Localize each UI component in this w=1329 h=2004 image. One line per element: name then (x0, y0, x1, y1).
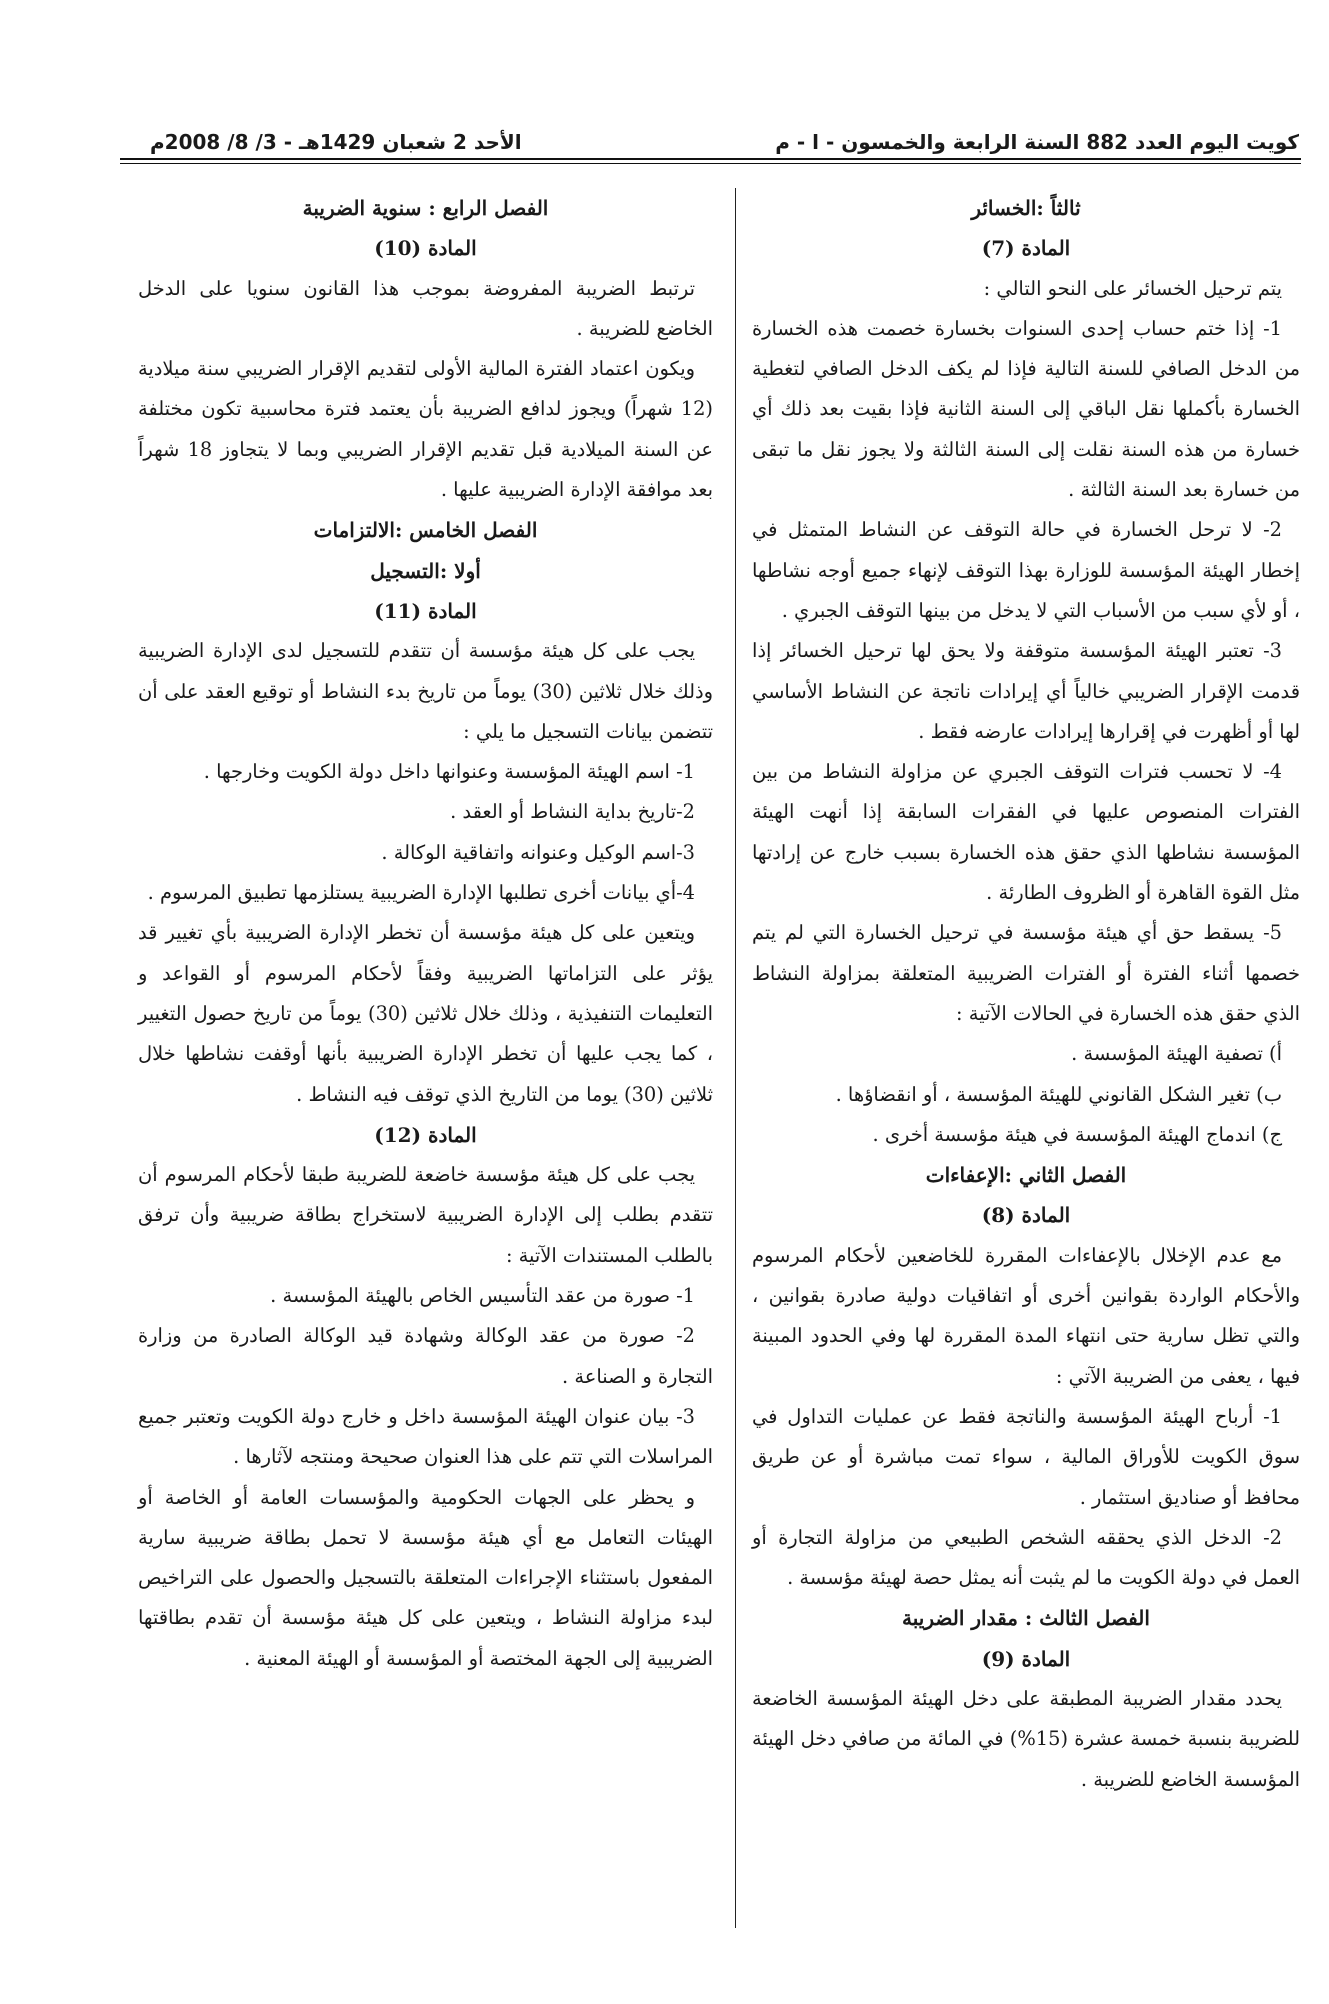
paragraph: 3-اسم الوكيل وعنوانه واتفاقية الوكالة . (381, 840, 695, 864)
section-heading: الفصل الرابع : سنوية الضريبة (302, 196, 549, 220)
paragraph: ب) تغير الشكل القانوني للهيئة المؤسسة ، أو انقضاؤها . (835, 1082, 1282, 1106)
paragraph: 4- لا تحسب فترات التوقف الجبري عن مزاولة النشاط من بين الفترات المنصوص عليها في الفقرات السابقة إذا أنهت الهيئة المؤسسة نشاطها الذي حقق هذه الخسارة بسبب خارج عن إرادتها مثل القوة القاهرة أو الظروف الطارئة . (752, 760, 1300, 905)
paragraph: يجب على كل هيئة مؤسسة أن تتقدم للتسجيل لدى الإدارة الضريبية وذلك خلال ثلاثين (30) يوماً من تاريخ بدء النشاط أو توقيع العقد على أن تتضمن بيانات التسجيل ما يلي : (138, 639, 713, 743)
paragraph: يجب على كل هيئة مؤسسة خاضعة للضريبة طبقا لأحكام المرسوم أن تتقدم بطلب إلى الإدارة الضريبية لاستخراج بطاقة ضريبية وأن ترفق بالطلب المستندات الآتية : (138, 1163, 713, 1267)
paragraph: 4-أي بيانات أخرى تطلبها الإدارة الضريبية يستلزمها تطبيق المرسوم . (147, 881, 695, 905)
left-column (138, 188, 713, 1679)
paragraph: ترتبط الضريبة المفروضة بموجب هذا القانون سنويا على الدخل الخاضع للضريبة . (138, 276, 713, 340)
paragraph: 1- اسم الهيئة المؤسسة وعنوانها داخل دولة الكويت وخارجها . (203, 760, 695, 784)
paragraph: و يحظر على الجهات الحكومية والمؤسسات العامة أو الخاصة أو الهيئات التعامل مع أي هيئة مؤسسة لا تحمل بطاقة ضريبية سارية المفعول باستثناء الإجراءات المتعلقة بالتسجيل والحصول على التراخيص لبدء مزاولة النشاط ، ويتعين على كل هيئة مؤسسة أن تقدم بطاقتها الضريبية إلى الجهة المختصة أو المؤسسة أو الهيئة المعنية . (138, 1485, 713, 1670)
paragraph: 5- يسقط حق أي هيئة مؤسسة في ترحيل الخسارة التي لم يتم خصمها أثناء الفترة أو الفترات الضريبية المتعلقة بمزاولة النشاط الذي حقق هذه الخسارة في الحالات الآتية : (752, 921, 1300, 1025)
section-heading: أولا :التسجيل (370, 558, 481, 583)
header-issue-info: كويت اليوم العدد 882 السنة الرابعة والخمسون - ا - م (775, 130, 1299, 154)
section-heading: الفصل الخامس :الالتزامات (313, 518, 538, 543)
paragraph: يحدد مقدار الضريبة المطبقة على دخل الهيئة المؤسسة الخاضعة للضريبة بنسبة خمسة عشرة (15%) في المائة من صافي دخل الهيئة المؤسسة الخاضع للضريبة . (752, 1686, 1300, 1791)
right-column (752, 188, 1300, 1800)
section-heading: المادة (12) (374, 1122, 477, 1147)
header-rule (120, 158, 1301, 160)
section-heading: الفصل الثاني :الإعفاءات (925, 1163, 1127, 1188)
header-date: الأحد 2 شعبان 1429هـ - 3/ 8/ 2008م (150, 130, 522, 154)
paragraph: 1- أرباح الهيئة المؤسسة والناتجة فقط عن عمليات التداول في سوق الكويت للأوراق المالية ، سواء تمت مباشرة أو عن طريق محافظ أو صناديق استثمار . (752, 1404, 1300, 1509)
paragraph: 2- لا ترحل الخسارة في حالة التوقف عن النشاط المتمثل في إخطار الهيئة المؤسسة للوزارة بهذا التوقف لإنهاء جميع أوجه نشاطها ، أو لأي سبب من الأسباب التي لا يدخل من بينها التوقف الجبري . (752, 518, 1300, 622)
paragraph: يتم ترحيل الخسائر على النحو التالي : (983, 276, 1282, 300)
paragraph: 2- الدخل الذي يحققه الشخص الطبيعي من مزاولة التجارة أو العمل في دولة الكويت ما لم يثبت أنه يمثل حصة لهيئة مؤسسة . (752, 1525, 1300, 1590)
section-heading: الفصل الثالث : مقدار الضريبة (902, 1606, 1150, 1631)
paragraph: مع عدم الإخلال بالإعفاءات المقررة للخاضعين لأحكام المرسوم والأحكام الواردة بقوانين أخرى أو اتفاقيات دولية صادرة بقوانين ، والتي تظل سارية حتى انتهاء المدة المقررة لها وفي الحدود المبينة فيها ، يعفى من الضريبة الآتي : (752, 1243, 1300, 1388)
header-rule-thin (120, 163, 1301, 164)
paragraph: 3- بيان عنوان الهيئة المؤسسة داخل و خارج دولة الكويت وتعتبر جميع المراسلات التي تتم على هذا العنوان صحيحة ومنتجه لآثارها . (138, 1404, 713, 1469)
page-header (150, 108, 1299, 154)
section-heading: المادة (7) (981, 236, 1071, 261)
paragraph: ويكون اعتماد الفترة المالية الأولى لتقديم الإقرار الضريبي سنة ميلادية (12 شهراً) ويجوز لدافع الضريبة بأن يعتمد فترة محاسبية تكون مختلفة عن السنة الميلادية قبل تقديم الإقرار الضريبي وبما لا يتجاوز 18 شهراً بعد موافقة الإدارة الضريبية عليها . (138, 357, 713, 502)
paragraph: ويتعين على كل هيئة مؤسسة أن تخطر الإدارة الضريبية بأي تغيير قد يؤثر على التزاماتها الضريبية وفقاً لأحكام المرسوم أو القواعد و التعليمات التنفيذية ، وذلك خلال ثلاثين (30) يوماً من تاريخ حصول التغيير ، كما يجب عليها أن تخطر الإدارة الضريبية بأنها أوقفت نشاطها خلال ثلاثين (30) يوما من التاريخ الذي توقف فيه النشاط . (138, 921, 713, 1106)
section-heading: ثالثاً :الخسائر (971, 196, 1081, 220)
section-heading: المادة (11) (374, 598, 477, 623)
section-heading: المادة (10) (374, 236, 477, 261)
paragraph: ج) اندماج الهيئة المؤسسة في هيئة مؤسسة أخرى . (872, 1122, 1282, 1146)
column-divider (735, 188, 736, 1928)
section-heading: المادة (8) (981, 1203, 1071, 1228)
paragraph: 1- صورة من عقد التأسيس الخاص بالهيئة المؤسسة . (270, 1284, 695, 1308)
paragraph: أ) تصفية الهيئة المؤسسة . (1071, 1042, 1282, 1066)
paragraph: 1- إذا ختم حساب إحدى السنوات بخسارة خصمت هذه الخسارة من الدخل الصافي للسنة التالية فإذا لم يكف الدخل الصافي لتغطية الخسارة بأكملها نقل الباقي إلى السنة الثانية فإذا بقيت بعد ذلك أي خسارة من هذه السنة نقلت إلى السنة الثالثة ولا يجوز نقل ما تبقى من خسارة بعد السنة الثالثة . (752, 316, 1300, 502)
section-heading: المادة (9) (981, 1646, 1071, 1671)
paragraph: 3- تعتبر الهيئة المؤسسة متوقفة ولا يحق لها ترحيل الخسائر إذا قدمت الإقرار الضريبي خالياً أي إيرادات ناتجة عن النشاط الأساسي لها أو أظهرت في إقرارها إيرادات عارضه فقط . (752, 639, 1300, 743)
paragraph: 2-تاريخ بداية النشاط أو العقد . (450, 800, 695, 824)
paragraph: 2- صورة من عقد الوكالة وشهادة قيد الوكالة الصادرة من وزارة التجارة و الصناعة . (138, 1324, 713, 1388)
